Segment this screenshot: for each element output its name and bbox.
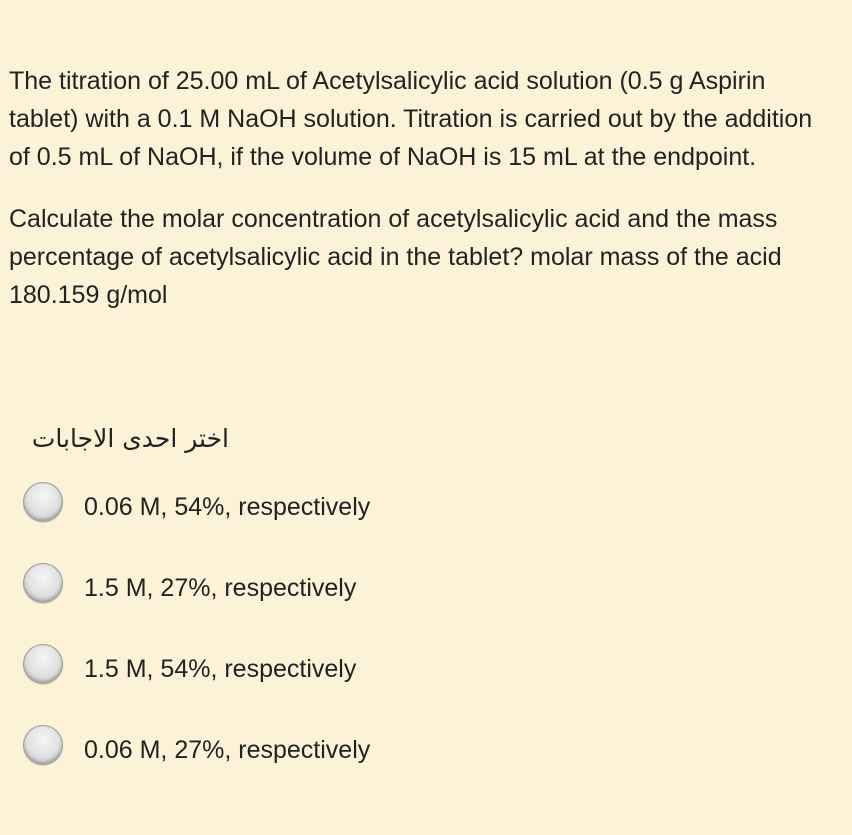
question-paragraph-2: Calculate the molar concentration of acetylsalicylic acid and the mass percentage of acetylsalicylic acid in the tablet? molar mass of the acid 180.159 g/mol (9, 205, 782, 309)
question-paragraph-1: The titration of 25.00 mL of Acetylsalicylic acid solution (0.5 g Aspirin tablet) with a 0.1 M NaOH solution. Titration is carried out by the addition of 0.5 mL of NaOH, if the volume of NaOH is 15 mL at the endpoint. (9, 67, 813, 171)
answer-prompt: اختر احدى الاجابات (31, 424, 229, 453)
radio-button-icon[interactable] (23, 563, 63, 603)
answer-option-3[interactable] (0, 636, 852, 717)
answer-option-1[interactable] (0, 474, 852, 555)
radio-button-icon[interactable] (23, 725, 63, 765)
answer-option-2[interactable] (0, 555, 852, 636)
answer-option-label: 1.5 M, 27%, respectively (84, 574, 357, 602)
answer-option-label: 0.06 M, 54%, respectively (84, 493, 371, 521)
answer-option-label: 0.06 M, 27%, respectively (84, 736, 371, 764)
answer-option-4[interactable] (0, 717, 852, 798)
answer-options (0, 474, 852, 798)
answer-option-label: 1.5 M, 54%, respectively (84, 655, 357, 683)
radio-button-icon[interactable] (23, 482, 63, 522)
question-text (9, 62, 824, 314)
radio-button-icon[interactable] (23, 644, 63, 684)
